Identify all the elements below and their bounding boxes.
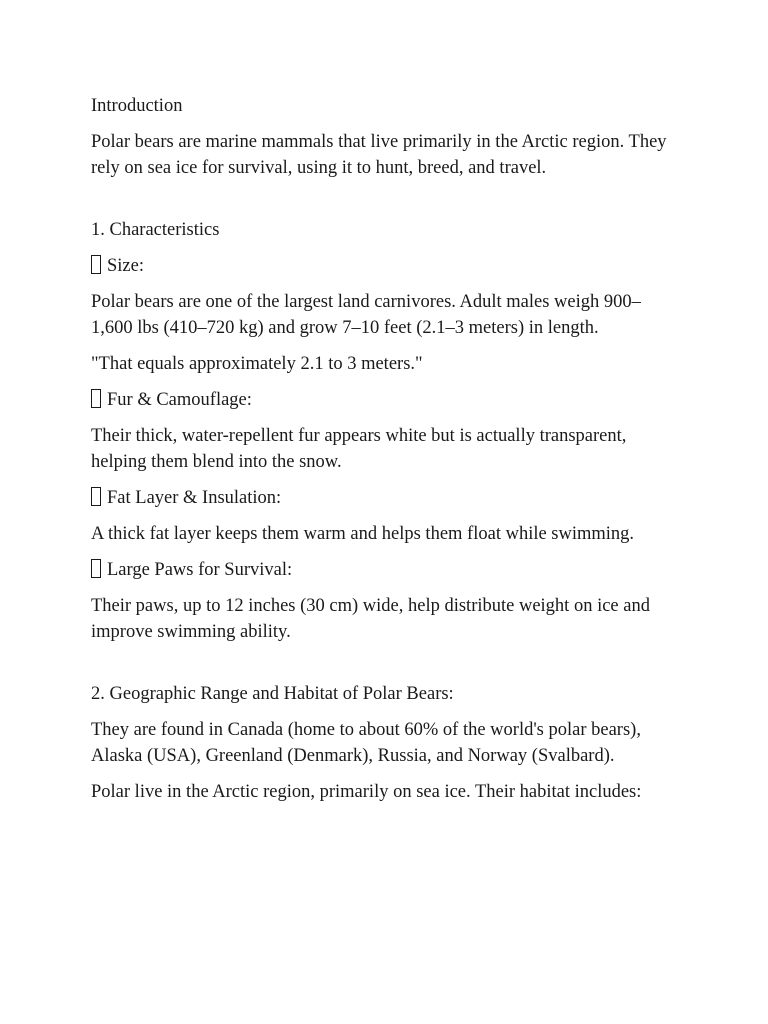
fat-paragraph: A thick fat layer keeps them warm and helps them float while swimming.	[91, 524, 635, 544]
paws-label-line	[91, 557, 681, 583]
missing-glyph-icon	[91, 389, 101, 408]
paws-paragraph: Their paws, up to 12 inches (30 cm) wide, help distribute weight on ice and improve swimming ability.	[91, 596, 650, 642]
paws-label: Large Paws for Survival:	[107, 560, 293, 580]
section-2-heading: 2. Geographic Range and Habitat of Polar Bears:	[91, 684, 454, 704]
fat-label-line	[91, 485, 681, 511]
missing-glyph-icon	[91, 559, 101, 578]
size-label-line	[91, 253, 681, 279]
habitat-paragraph: Polar live in the Arctic region, primarily on sea ice. Their habitat includes:	[91, 782, 642, 802]
size-paragraph: Polar bears are one of the largest land carnivores. Adult males weigh 900–1,600 lbs (410–720 kg) and grow 7–10 feet (2.1–3 meters) in length.	[91, 292, 641, 338]
missing-glyph-icon	[91, 487, 101, 506]
range-paragraph: They are found in Canada (home to about 60% of the world's polar bears), Alaska (USA), Greenland (Denmark), Russia, and Norway (Svalbard).	[91, 720, 641, 766]
fur-paragraph: Their thick, water-repellent fur appears white but is actually transparent, helping them blend into the snow.	[91, 426, 627, 472]
fur-label-line	[91, 387, 681, 413]
section-1-heading: 1. Characteristics	[91, 220, 220, 240]
missing-glyph-icon	[91, 255, 101, 274]
document-body	[91, 93, 681, 815]
fur-label: Fur & Camouflage:	[107, 390, 252, 410]
fat-label: Fat Layer & Insulation:	[107, 488, 282, 508]
intro-heading: Introduction	[91, 96, 183, 116]
size-quote: "That equals approximately 2.1 to 3 meters."	[91, 354, 423, 374]
intro-paragraph: Polar bears are marine mammals that live primarily in the Arctic region. They rely on sea ice for survival, using it to hunt, breed, and travel.	[91, 132, 667, 178]
size-label: Size:	[107, 256, 144, 276]
